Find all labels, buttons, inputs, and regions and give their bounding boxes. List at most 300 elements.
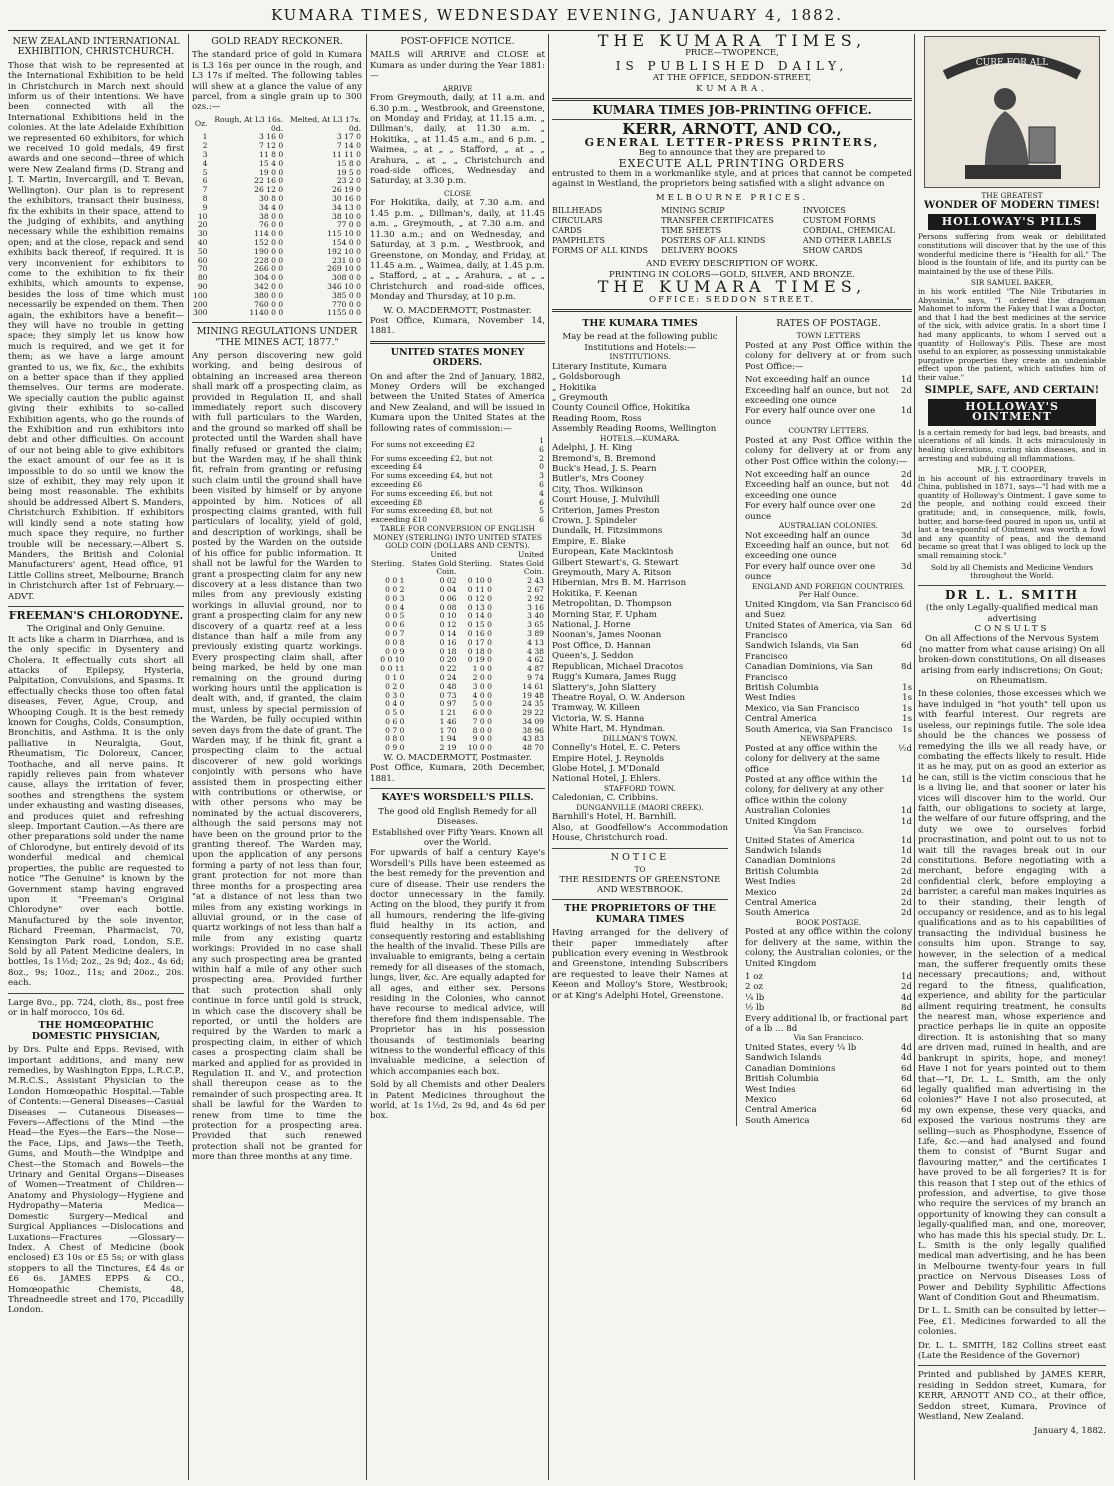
rate-row <box>745 375 912 385</box>
column-4 <box>552 34 912 1480</box>
notice-heading: NOTICE <box>610 851 670 863</box>
table-cell: 7 0 0 <box>472 716 492 726</box>
table-cell: 0 0 4 <box>385 602 405 612</box>
times-title: THE KUMARA TIMES, <box>597 277 867 297</box>
table-cell: 3 16 0 <box>259 132 284 142</box>
list-item: Connelly's Hotel, E. C. Peters <box>552 743 681 754</box>
table-cell: 1 6 <box>539 436 544 454</box>
via2-heading: Via San Francisco. <box>793 1033 864 1043</box>
work-item: MINING SCRIP <box>661 206 725 216</box>
holloway-emblem <box>924 36 1100 188</box>
table-cell: 3 0 0 <box>472 681 492 691</box>
table-cell: 0 0 1 <box>385 576 405 586</box>
table-cell: 5 <box>202 167 208 177</box>
table-cell: 1 70 <box>439 725 457 735</box>
table-cell: 0 48 <box>439 681 457 691</box>
list-item: Court House, J. Mulvihill <box>552 495 660 506</box>
rate-row <box>745 982 912 992</box>
rate-value: 6d <box>901 541 912 551</box>
holloways-ointment-banner: HOLLOWAY'S OINTMENT <box>928 399 1096 426</box>
rate-value: 2d <box>901 501 912 512</box>
table-cell: 4 62 <box>527 655 544 665</box>
rate-row <box>745 1116 912 1126</box>
smith-list: On all Affections of the Nervous System (no matter from what cause arising) On all broken-down constitutions, On all diseases arising from early indiscretions; On Gout; on Rheumatism. <box>918 634 1106 687</box>
accommodation-line: Also, at Goodfellow's Accommodation House, Christchurch road. <box>552 822 728 844</box>
country-letters-intro: Posted at any Post Office within the colony for delivery at or from any other Post Office within the colony:— <box>745 435 912 467</box>
newspapers-heading: NEWSPAPERS. <box>799 734 858 744</box>
table-cell: 11 8 0 <box>259 150 284 160</box>
gold-col-header: Oz. <box>194 119 208 129</box>
rate-value: 1d <box>901 972 912 982</box>
column-5 <box>918 34 1106 1480</box>
rate-value: 6d <box>901 1074 912 1085</box>
close-heading: CLOSE <box>443 188 472 198</box>
book-extra: Every additional lb, or fractional part of a lb … 8d <box>745 1013 908 1035</box>
list-item: Crown, J. Spindeler <box>552 516 637 526</box>
town-rates <box>745 375 912 427</box>
rate-label: Mexico, via San Francisco <box>745 703 860 714</box>
hygeia-illustration-icon <box>925 37 1099 185</box>
table-cell: 5 0 0 <box>472 699 492 709</box>
rate-value: 2d <box>901 908 912 919</box>
postage-rates <box>745 316 912 1126</box>
table-cell: 269 10 0 <box>327 264 361 274</box>
divider <box>552 899 728 900</box>
table-cell: 0 17 0 <box>467 637 492 647</box>
rate-row <box>745 386 912 407</box>
table-cell: 4 87 <box>527 664 544 674</box>
table-cell: 4 <box>202 158 208 168</box>
table-cell: 9 <box>202 202 208 212</box>
stafford-heading: STAFFORD TOWN. <box>603 783 676 793</box>
table-cell: 80 <box>197 273 208 283</box>
list-item: Theatre Royal, O. W. Anderson <box>552 692 686 703</box>
table-cell: 346 10 0 <box>327 281 361 291</box>
table-cell: 231 0 0 <box>332 255 361 265</box>
kaye-subheading: The good old English Remedy for all Diseases. <box>378 806 537 828</box>
conversion-heading: TABLE FOR CONVERSION OF ENGLISH MONEY (STERLING) INTO UNITED STATES GOLD COIN (DOLLARS AND CENTS). <box>373 523 542 551</box>
rates-heading: RATES OF POSTAGE. <box>776 317 881 329</box>
table-cell: 15 4 0 <box>259 158 284 168</box>
table-cell: 0 5 0 <box>385 708 405 718</box>
table-cell: 385 0 0 <box>332 290 361 300</box>
list-item: National Hotel, J. Ehlers. <box>552 774 661 785</box>
table-cell: 770 0 0 <box>332 299 361 309</box>
table-cell: 100 <box>193 290 208 300</box>
list-item: Victoria, W. S. Hanna <box>552 713 645 724</box>
table-cell: 2 67 <box>527 584 544 594</box>
table-cell: 77 0 0 <box>336 220 361 230</box>
list-item: Hibernian, Mrs B. M. Harrison <box>552 578 687 589</box>
table-cell: 14 61 <box>522 681 544 691</box>
list-item: Greymouth, Mary A. Ritson <box>552 568 672 579</box>
table-cell: 40 <box>197 238 208 247</box>
table-cell: 0 16 <box>439 637 457 647</box>
list-item: Post Office, D. Hannan <box>552 640 651 651</box>
rate-value: 4d <box>901 1053 912 1064</box>
list-item: City, Thos. Wilkinson <box>552 484 644 495</box>
rate-label: British Columbia <box>745 866 819 877</box>
list-item: White Hart, M. Hyndman. <box>552 724 666 735</box>
list-item: Republican, Michael Dracotos <box>552 661 684 672</box>
table-cell: 2 43 <box>527 576 544 586</box>
list-item: Buck's Head, J. S. Pearn <box>552 463 657 474</box>
rate-value: 2d <box>901 897 912 908</box>
table-cell: 200 <box>193 299 208 309</box>
post-office-intro: MAILS will ARRIVE and CLOSE at Kumara as under during the Year 1881:— <box>370 50 545 82</box>
imprint: Printed and published by JAMES KERR, residing in Seddon street, Kumara, for KERR, ARNOTT AND CO., at their office, Seddon street, Kumara, Province of Westland, New Zealand. <box>918 1370 1106 1423</box>
rate-value: 1d <box>901 835 912 846</box>
table-cell: 760 0 0 <box>254 299 284 309</box>
rate-label: 1 oz <box>745 972 763 982</box>
table-cell: For sums exceeding £8, but not exceeding £10 <box>371 506 493 525</box>
times-title: THE KUMARA TIMES, <box>597 34 867 50</box>
table-cell: 0 0 8 <box>385 637 405 647</box>
table-cell: 0 0 10 <box>380 655 405 665</box>
table-cell: 3 65 <box>527 620 544 630</box>
work-item: FORMS OF ALL KINDS <box>552 246 648 256</box>
office-address: OFFICE: SEDDON STREET. <box>649 294 815 305</box>
rate-label: Sandwich Islands, via San Francisco <box>745 641 859 662</box>
table-cell: 0 02 <box>439 576 457 586</box>
table-cell: 2 0 0 <box>472 672 492 682</box>
rate-row <box>745 993 912 1003</box>
hotels-heading: HOTELS.—KUMARA. <box>600 433 680 443</box>
post-office-heading: POST-OFFICE NOTICE. <box>400 36 515 47</box>
table-cell: 76 0 0 <box>259 220 284 230</box>
rate-row <box>745 1003 912 1013</box>
table-cell: 0 11 0 <box>467 584 492 594</box>
table-cell: 266 0 0 <box>254 264 284 274</box>
table-cell: 5 6 <box>539 506 544 525</box>
table-cell: 0 0 2 <box>385 584 405 594</box>
list-item: Tramway, W. Killeen <box>552 703 640 714</box>
rate-label: ½ lb <box>745 1003 765 1014</box>
consults-heading: CONSULTS <box>974 624 1050 635</box>
rate-row <box>745 898 912 908</box>
rate-label: Posted at any office within the colony for delivery at the same office <box>745 743 880 775</box>
rate-label: For every half ounce over one ounce <box>745 561 876 583</box>
rate-label: Mexico <box>745 1095 777 1106</box>
rate-value: 3d <box>901 530 912 541</box>
table-cell: 0 08 <box>439 602 457 612</box>
reading-list <box>552 316 728 1126</box>
divider <box>370 341 545 344</box>
rate-row <box>745 744 912 775</box>
simple-safe-line: SIMPLE, SAFE, AND CERTAIN! <box>924 384 1100 396</box>
commission-table <box>370 437 545 525</box>
table-cell: 0 2 0 <box>385 681 405 691</box>
rate-row <box>745 662 912 683</box>
rate-value: 2d <box>901 385 912 396</box>
table-cell: 60 <box>197 255 208 265</box>
table-cell: 19 5 0 <box>336 167 361 177</box>
rate-value: 6d <box>901 641 912 652</box>
table-cell: 0 13 0 <box>467 602 492 612</box>
table-cell: 3 6 <box>539 471 544 489</box>
town-letters-intro: Posted at any Post Office within the colony for delivery at or from such Post Office:— <box>745 340 912 372</box>
work-item: CARDS <box>552 226 582 236</box>
list-item: „ Goldsborough <box>552 372 621 383</box>
rate-label: ¼ lb <box>745 992 765 1003</box>
rate-label: South America <box>745 1115 810 1126</box>
dillmans-heading: DILLMAN'S TOWN. <box>602 733 678 743</box>
table-cell: 0 16 0 <box>467 628 492 638</box>
rate-row <box>745 714 912 724</box>
table-cell: 0 20 <box>439 655 457 665</box>
homeopathic-body: by Drs. Pulte and Epps. Revised, with important additions, and many new remedies, by Washington Epps, L.R.C.P., M.R.C.S., Assistant Physician to the London Homœopathic Hospital.—Table of Contents:—General Diseases—Casual Diseases — Cutaneous Diseases—Fevers—Affections of the Mind —the Head—the Eyes—the Ears—the Nose—the Face, Lips, and Jaws—the Teeth, Gums, and Mouth—the Windpipe and Chest—the Stomach and Bowels—the Urinary and Genital Organs—Diseases of Women—Treatment of Children—Anatomy and Physiology—Hygiene and Hydropathy—Materia Medica—Domestic Surgery—Medical and Surgical Appliances —Dislocations and Luxations—Fractures —Glossary—Index. A Chest of Medicine (book enclosed) £3 10s or £5 5s; or with glass stoppers to all the Tinctures, £4 4s or £6 6s. JAMES EPPS & CO., Homœopathic Chemists, 48, Threadneedle street and 170, Piccadilly London. <box>8 1045 184 1316</box>
table-cell: 30 16 0 <box>332 194 361 204</box>
postmaster-signature: W. O. MACDERMOTT, Postmaster. <box>383 305 532 316</box>
dunganville-hotel: Barnhill's Hotel, H. Barnhill. <box>552 812 677 823</box>
column-rule <box>914 34 915 1480</box>
divider <box>8 606 184 607</box>
rate-value: 4d <box>901 1043 912 1054</box>
table-cell: 0 12 0 <box>467 593 492 603</box>
rate-value: 4d <box>901 992 912 1003</box>
table-cell: 23 2 0 <box>336 176 361 186</box>
list-item: Literary Institute, Kumara <box>552 361 667 372</box>
proprietors-body: Having arranged for the delivery of their paper immediately after publication every evening in Westbrook and Greenstone, intending Subscribers are requested to leave their Names at Keeon and Molloy's Store, Westbrook; or at King's Adelphi Hotel, Greenstone. <box>552 928 728 1001</box>
rate-row <box>745 1053 912 1063</box>
table-cell: 3 40 <box>527 611 544 621</box>
table-cell: 34 09 <box>522 716 544 726</box>
table-cell: 0 97 <box>439 699 457 709</box>
rate-row <box>745 856 912 866</box>
rate-row <box>745 888 912 898</box>
via2-rates <box>745 1043 912 1126</box>
rate-label: British Columbia <box>745 1074 819 1085</box>
table-cell: 10 <box>197 211 208 221</box>
table-cell: 1 <box>202 132 208 142</box>
list-item: „ Hokitika <box>552 382 597 393</box>
greatest-line: THE GREATEST <box>981 191 1043 200</box>
table-row <box>370 507 545 525</box>
list-item: „ Greymouth <box>552 392 608 403</box>
rate-row <box>745 406 912 427</box>
rate-label: Not exceeding half an ounce <box>745 530 870 541</box>
table-cell: 4 13 <box>527 637 544 647</box>
table-cell: 9 74 <box>527 672 544 682</box>
masthead: KUMARA TIMES, WEDNESDAY EVENING, JANUARY 4, 1882. <box>271 6 843 24</box>
post-office-date: Post Office, Kumara, November 14, 1881. <box>370 315 545 337</box>
smith-body: In these colonies, those excesses which we have indulged in "hot youth" tell upon us with fearful interest. Our regrets are useless, our repinings futile. The sole idea should be the chances we possess of remedying the ills we all ready have, or combating the effects likely to result. Hide it as he may, put on as good an exterior as he can, still is the victim conscious that he is a living lie, and that sooner or later his vices will discover him to the world. Our faith, our obligations to society at large, the welfare of our future offspring, and the duty we owe to ourselves forbid procrastination, and point out to us not to wait till the ravages break out in our constitutions. Before negotiating with a merchant, before engaging with a confidential clerk, before employing a barrister, a careful man makes inquiries as to their standing, their length of occupancy or residence, and as to his legal qualifications and as to his capabilities of transacting the individual business he consults him upon. Strange to say, however, in the selection of a medical man, the sufferer frequently omits these necessary precautions; and, without regard to the fitness, qualification, experience, and ability for the particular ailment requiring treatment, he consults the nearest man, whose experience and practice perhaps lie in quite an opposite direction. It is astonishing that so many are driven mad, ruined in health, and are bankrupt in spirits, hope, and money! Have I not for years pointed out to them that—"I, Dr. L. L. Smith, am the only legally qualified man advertising in the colonies?" Have I not also prosecuted, at my own expense, these very quacks, and exposed the various nostrums they are selling—such as Phosphodyne, Essence of Life, &c.—and had analysed and found them to consist of "Burnt Sugar and flavouring matter," and the certificates I have proved to be all forgeries? It is for this reason that I step out of the ethics of profession, and advertise, to give those who require the services of my branch an opportunity of knowing they can consult a legally-qualified man, and one, moreover, who has made this his special study. Dr. L. L. Smith is the only legally qualified medical man advertising, and he has been in Melbourne twenty-four years in full practice on Nervous Diseases Loss of Power and Debility Syphilitic Affections Want of Condition Gout and Rheumatism. <box>918 689 1106 1304</box>
conversion-date: Post Office, Kumara, 20th December, 1881. <box>370 763 545 784</box>
rate-value: 6d <box>901 620 912 631</box>
table-cell: 29 22 <box>522 708 544 718</box>
list-item: Hokitika, F. Keenan <box>552 588 638 599</box>
every-description: AND EVERY DESCRIPTION OF WORK. <box>646 259 818 270</box>
rate-label: United Kingdom <box>745 816 817 827</box>
gold-table <box>192 116 362 318</box>
table-cell: 7 12 0 <box>259 141 284 151</box>
exhibition-heading: NEW ZEALAND INTERNATIONAL EXHIBITION, CHRISTCHURCH. <box>12 36 180 58</box>
rate-row <box>745 972 912 982</box>
table-cell: 0 0 6 <box>385 620 405 630</box>
table-cell: 3 89 <box>527 628 544 638</box>
table-cell: For sums exceeding £4, but not exceeding £6 <box>371 471 493 489</box>
rate-row <box>745 867 912 877</box>
money-orders-body: On and after the 2nd of January, 1882, Money Orders will be exchanged between the United States of America and New Zealand, and will be issued in Kumara upon the United States at the following rates of commission:— <box>370 371 545 434</box>
rate-label: United States of America, via San Francisco <box>745 620 893 642</box>
table-cell: 0 24 <box>439 672 457 682</box>
rate-value: 6d <box>901 599 912 610</box>
table-cell: 300 <box>193 308 208 318</box>
table-cell: 0 0 9 <box>385 646 405 656</box>
conversion-col-header: Sterling. <box>458 558 492 568</box>
book-ad: Large 8vo., pp. 724, cloth, 8s., post free or in half morocco, 10s 6d. <box>8 997 184 1018</box>
table-cell: 228 0 0 <box>254 255 284 265</box>
column-1 <box>8 34 184 1480</box>
work-item: TRANSFER CERTIFICATES <box>661 216 774 226</box>
rate-row <box>745 683 912 693</box>
rate-value: 4d <box>901 480 912 491</box>
divider <box>552 98 912 101</box>
postmaster-signature: W. O. MACDERMOTT, Postmaster. <box>383 753 532 764</box>
rate-label: Exceeding half an ounce, but not exceeding one ounce <box>745 541 889 562</box>
town-line: KUMARA. <box>696 83 768 94</box>
table-cell: 0 73 <box>439 690 457 700</box>
table-cell: 0 8 0 <box>385 734 405 744</box>
table-cell: For sums not exceeding £2 <box>371 440 475 450</box>
entrust-body: entrusted to them in a workmanlike style, and at prices that cannot be competed against in Westland, the proprietors being satisfied with a slight advance on <box>552 169 912 190</box>
table-cell: 4 38 <box>527 646 544 656</box>
rate-label: West Indies <box>745 1084 796 1095</box>
conversion-col-header: United States Gold Coin. <box>411 549 457 577</box>
rate-label: For every half ounce over one ounce <box>745 406 876 427</box>
rate-value: 2d <box>901 469 912 480</box>
table-cell: 8 <box>202 194 208 204</box>
list-item: Slattery's, John Slattery <box>552 682 657 693</box>
work-item: PAMPHLETS <box>552 236 605 246</box>
table-cell: 8 0 0 <box>472 725 492 735</box>
table-cell: 0 10 <box>439 611 457 621</box>
list-item: Metropolitan, D. Thompson <box>552 599 672 610</box>
rate-value: 2d <box>901 887 912 898</box>
table-cell: 2 <box>202 141 208 151</box>
rate-row <box>745 501 912 522</box>
gold-col-header: Melted, At L3 17s. 0d. <box>289 114 361 133</box>
rate-value: ½d <box>898 743 912 754</box>
rate-value: 2d <box>901 866 912 877</box>
mining-heading: MINING REGULATIONS UNDER "THE MINES ACT, 1877." <box>196 326 358 348</box>
table-cell: 0 22 <box>439 664 457 674</box>
rate-value: 6d <box>901 1084 912 1095</box>
table-cell: 190 0 0 <box>254 246 284 256</box>
rate-value: 1s <box>902 693 912 704</box>
rate-label: Central America <box>745 897 817 908</box>
work-item: DELIVERY BOOKS <box>661 246 738 256</box>
rate-row <box>745 1095 912 1105</box>
divider <box>552 309 912 312</box>
rate-row <box>745 1064 912 1074</box>
rate-label: South America <box>745 908 810 919</box>
table-cell: 9 0 0 <box>472 734 492 744</box>
rate-row <box>745 641 912 662</box>
table-cell: 3 17 0 <box>336 132 361 142</box>
table-cell: 0 0 3 <box>385 593 405 603</box>
melbourne-prices: MELBOURNE PRICES. <box>655 192 809 203</box>
table-cell: 7 14 0 <box>336 141 361 151</box>
list-item: Bremond's, B. Bremond <box>552 453 656 464</box>
rate-value: 1d <box>901 774 912 785</box>
rate-row <box>745 877 912 887</box>
rate-label: Posted at any office within the colony, for delivery at any other office within the colony <box>745 774 884 806</box>
list-item: Queen's, J. Seddon <box>552 651 634 662</box>
rate-label: For every half ounce over one ounce <box>745 501 876 522</box>
column-3 <box>370 34 545 1480</box>
kaye-sold: Sold by all Chemists and other Dealers in Patent Medicines throughout the world, at 1s 1½d, 2s 9d, and 4s 6d per box. <box>370 1080 545 1122</box>
rate-row <box>745 600 912 621</box>
divider <box>8 993 184 994</box>
conversion-col-header: Sterling. <box>371 558 405 568</box>
rate-label: Canadian Dominions, via San Francisco <box>745 662 873 683</box>
rate-value: 6d <box>901 1115 912 1126</box>
table-cell: 1 0 0 <box>472 664 492 674</box>
table-cell: 192 10 0 <box>327 246 361 256</box>
pills-body: Persons suffering from weak or debilitated constitutions will discover that by the use of this wonderful medicine there is "Health for all." The blood is the fountain of life, and its purity can be maintained by the use of these Pills. <box>918 232 1106 276</box>
rate-label: British Columbia <box>745 683 819 694</box>
table-cell: 34 13 0 <box>332 202 361 212</box>
column-2 <box>192 34 362 1480</box>
beg-line: Beg to announce that they are prepared to <box>638 148 826 159</box>
rate-value: 1d <box>901 406 912 417</box>
column-rule <box>548 34 549 1480</box>
table-cell: 0 15 0 <box>467 620 492 630</box>
table-cell: 0 7 0 <box>385 725 405 735</box>
work-item: BILLHEADS <box>552 206 603 216</box>
list-item: National, J. Horne <box>552 620 631 631</box>
australian-heading: AUSTRALIAN COLONIES. <box>778 521 879 530</box>
table-cell: 0 06 <box>439 593 457 603</box>
list-item: Empire, E. Blake <box>552 536 626 547</box>
book-postage-intro: Posted at any office within the colony for delivery at the same, within the colony, the Australian colonies, or the United Kingdom <box>745 927 912 969</box>
table-cell: 1 94 <box>439 734 457 744</box>
holloways-pills-banner: HOLLOWAY'S PILLS <box>928 214 1096 230</box>
table-cell: 2 19 <box>439 743 457 753</box>
table-row <box>370 437 545 455</box>
stafford-hotel: Caledonian, C. Cribbins. <box>552 793 659 804</box>
table-cell: For sums exceeding £6, but not exceeding £8 <box>371 488 493 507</box>
divider <box>192 322 362 323</box>
imprint-date: January 4, 1882. <box>1034 1425 1106 1436</box>
rate-row <box>745 541 912 562</box>
office-line: AT THE OFFICE, SEDDON-STREET, <box>652 73 812 84</box>
rate-label: Not exceeding half an ounce <box>745 469 870 480</box>
rate-value: 2d <box>901 877 912 888</box>
table-cell: For sums exceeding £2, but not exceeding £4 <box>371 453 493 472</box>
table-cell: 115 10 0 <box>327 229 361 239</box>
england-rates <box>745 600 912 735</box>
arrive-body: From Greymouth, daily, at 11 a.m. and 6.30 p.m. „ Westbrook, and Greenstone, on Monday and Friday, at 11.15 a.m. „ Dillman's, daily, at 11.30 a.m. „ Hokitika, „ at 11.45 a.m., and 6 p.m. „ Waimea, „ at „ „ Stafford, „ at „ „ Arahura, „ at „ „ Christchurch and road-side offices, Wednesday and Saturday, at 3.30 p.m. <box>370 93 545 187</box>
via-rates <box>745 836 912 919</box>
list-item: Dundalk, H. Fitzsimmons <box>552 526 663 537</box>
rate-label: 2 oz <box>745 982 763 993</box>
book-postage-heading: BOOK POSTAGE. <box>795 917 862 927</box>
table-cell: 90 <box>197 281 208 291</box>
table-cell: 6 <box>202 176 208 186</box>
exhibition-body: Those that wish to be represented at the International Exhibition to be held in Christchurch in March next should inform us of their intentions. We have been connected with all the International Exhibitions held in the colonies. At the late Adelaide Exhibition we represented 60 exhibitors, for which we received 10 gold medals, 49 first awards and one second—three of which were New Zealand firms (D. Strang and J. T. Martin, Invercargill, and T. Bevan, Wellington). Our plan is to represent the exhibitors, transact their business, fix the exhibits in their space, attend to the judging of exhibits, and anything necessary while the exhibition remains open; and at the close, repack and send exhibits back thereof, if required. It is very inconvenient for exhibitors to come to the exhibition to fix their exhibits, which amounts to expense, besides the loss of time which must necessarily be expended on them. Then again, the exhibitors have a benefit—they will have no trouble in getting space; they simply let us know how much is required, and we get it for them; as we have a large amount granted to us, we fix, &c., the exhibits on a better space than if they applied themselves. Our terms are moderate. We specially caution the public against giving their exhibits to so-called Exhibition agents, who go the rounds of the Exhibition and run exhibitors into debt and other difficulties. On account of our not being able to give exhibitors the exact amount of our fee as it is impossible to do so until we know the size of exhibit, they may rely upon it being most reasonable. The exhibits should be addressed Albert S. Manders, Christchurch Exhibition. If exhibitors will kindly send a note stating how much space they require, no further trouble will be necessary.—Albert S. Manders, the British and Colonial Manufacturers' agent, Head office, 91 Little Collins street, Melbourne; Branch in Christchurch after 1st of February.—ADVT. <box>8 60 184 602</box>
dillmans-list <box>552 743 728 785</box>
list-item: Butler's, Mrs Cooney <box>552 474 644 485</box>
rate-row <box>745 531 912 541</box>
chlorodyne-subheading: The Original and Only Genuine. <box>26 624 166 635</box>
table-cell: 154 0 0 <box>332 238 361 247</box>
table-row <box>370 490 545 508</box>
table-cell: 114 0 0 <box>254 229 284 239</box>
divider <box>918 585 1106 586</box>
table-row <box>370 455 545 473</box>
